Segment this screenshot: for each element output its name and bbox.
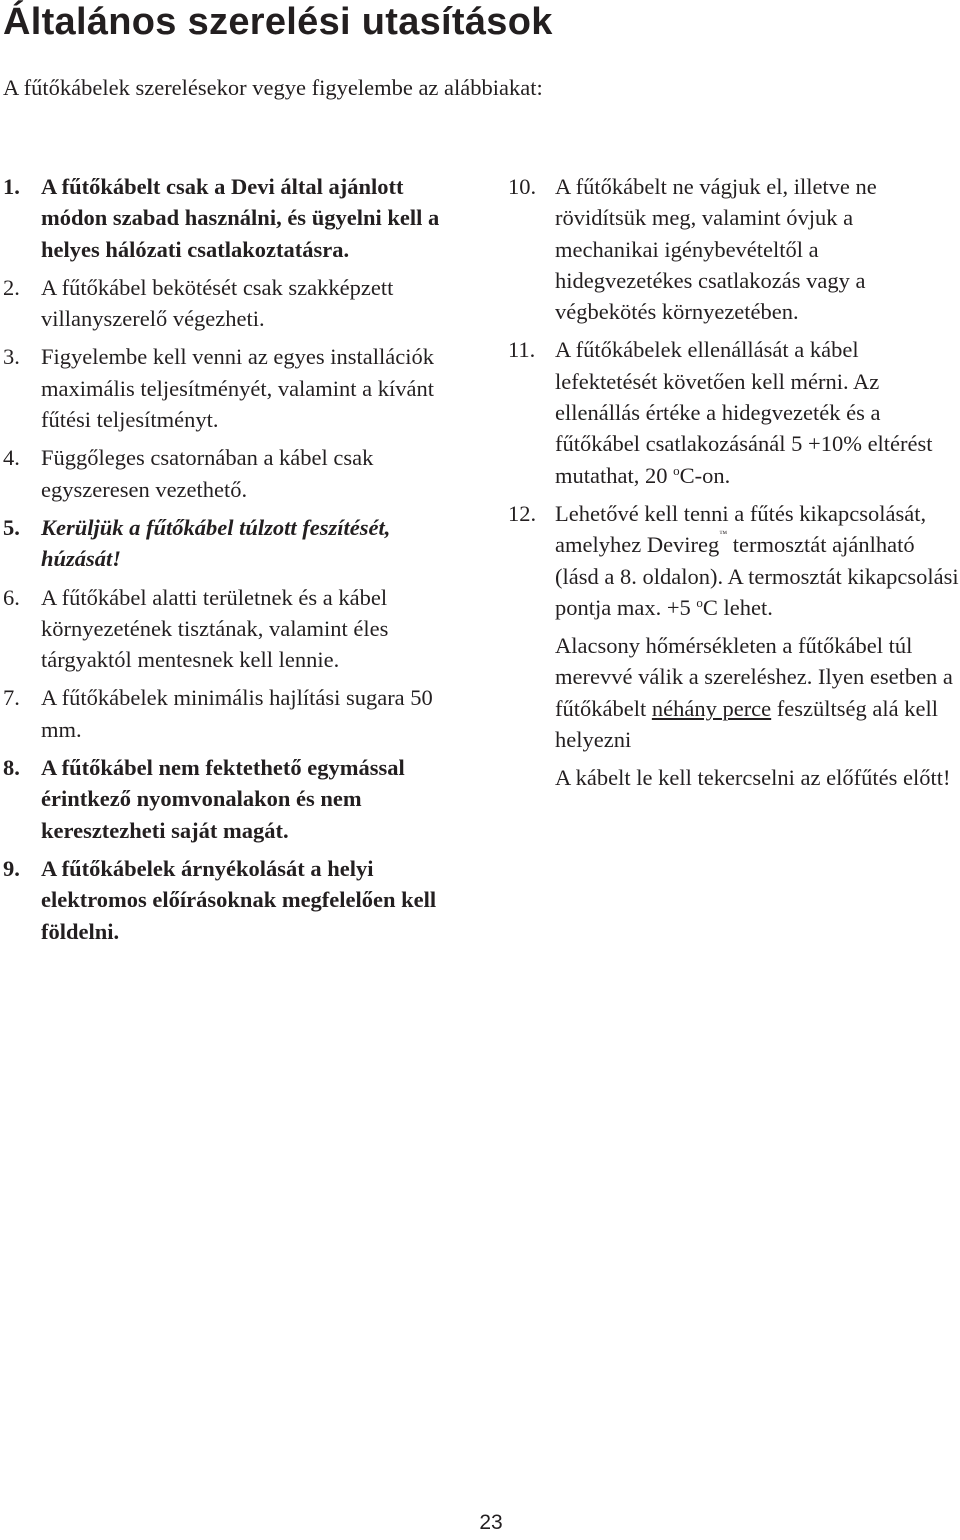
item-text: Függőleges csatornában a kábel csak egyszeresen vezethető. [41,445,374,502]
item-text: Kerüljük a fűtőkábel túlzott feszítését, húzását! [41,514,391,572]
item-text [555,334,960,490]
note-text-part: Alacsony hőmérsékleten a fűtőkábel túl merevvé válik a szereléshez. Ilyen esetben a fűtőkábelt [555,633,953,721]
list-item-1 [3,171,473,265]
item-number: 5. [3,514,20,540]
list-item-7 [3,682,473,745]
item-number: 11. [508,337,536,363]
list-item-6 [3,582,473,676]
item-number: 6. [3,584,20,610]
note-text-part: feszültség alá kell helyezni [555,695,938,753]
list-item-10 [508,171,960,327]
intro-text: A fűtőkábelek szerelésekor vegye figyelembe az alábbiakat: [3,75,543,100]
item-number: 2. [3,274,20,300]
page-number: 23 [479,1511,503,1534]
item-number: 8. [3,755,20,781]
list-item-2 [3,272,473,335]
item-text: A fűtőkábelt ne vágjuk el, illetve ne rövidítsük meg, valamint óvjuk a mechanikai igénybevételtől a hidegvezetékes csatlakozás vagy a végbekötés környezetében. [555,174,877,325]
list-item-9 [3,853,473,947]
item-text: A fűtőkábelt csak a Devi által ajánlott módon szabad használni, és ügyelni kell a helyes hálózati csatlakoztatásra. [41,174,440,262]
item-number: 9. [3,855,20,881]
list-item-11 [508,334,960,490]
list-item-4 [3,442,473,505]
item-text: A fűtőkábelek minimális hajlítási sugara 50 mm. [41,685,433,742]
item-text-part: termosztát ajánlható (lásd a 8. oldalon). A termosztát kikapcsolási pontja max. +5 [555,532,959,620]
item-number: 1. [3,174,20,199]
item-number: 7. [3,685,20,711]
item-text [555,498,960,623]
item-number: 3. [3,344,20,370]
item-number: 10. [508,174,537,199]
page-title: Általános szerelési utasítások [3,1,553,43]
underlined-text: néhány perce [651,695,772,721]
item-text-part: Lehetővé kell tenni a fűtés kikapcsolását, amelyhez Devireg [555,500,927,558]
degree-superscript: o [673,462,680,478]
item-text: A fűtőkábel nem fektethető egymással érintkező nyomvonalakon és nem keresztezheti saját magát. [41,755,405,843]
item-text-part: C-on. [679,462,731,488]
item-text: A fűtőkábelek árnyékolását a helyi elektromos előírásoknak megfelelően kell földelni. [41,855,437,944]
list-item-5 [3,512,473,575]
right-column [508,171,960,801]
list-item-12 [508,498,960,623]
item-text: A fűtőkábel bekötését csak szakképzett villanyszerelő végezheti. [41,274,394,332]
degree-superscript: o [696,594,703,610]
list-item-3 [3,341,473,435]
item-text-part: A fűtőkábelek ellenállását a kábel lefektetését követően kell mérni. Az ellenállás értéke a hidegvezeték és a fűtőkábel csatlakozásánál 5 +10% eltérést mutathat, 20 [555,337,933,488]
trademark-symbol: ™ [719,529,728,539]
item-text: Figyelembe kell venni az egyes installációk maximális teljesítményét, valamint a kívánt fűtési teljesítményt. [41,344,435,433]
list-item-8 [3,752,473,846]
item-text: A fűtőkábel alatti területnek és a kábel környezetének tisztának, valamint éles tárgyaktól mentesnek kell lennie. [41,584,389,673]
item-text-part: C lehet. [702,594,773,620]
item-number: 4. [3,445,20,471]
note-paragraph-unwind: A kábelt le kell tekercselni az előfűtés előtt! [555,765,951,791]
item-number: 12. [508,500,537,526]
note-paragraph-cold [555,630,960,755]
left-column [3,171,473,954]
